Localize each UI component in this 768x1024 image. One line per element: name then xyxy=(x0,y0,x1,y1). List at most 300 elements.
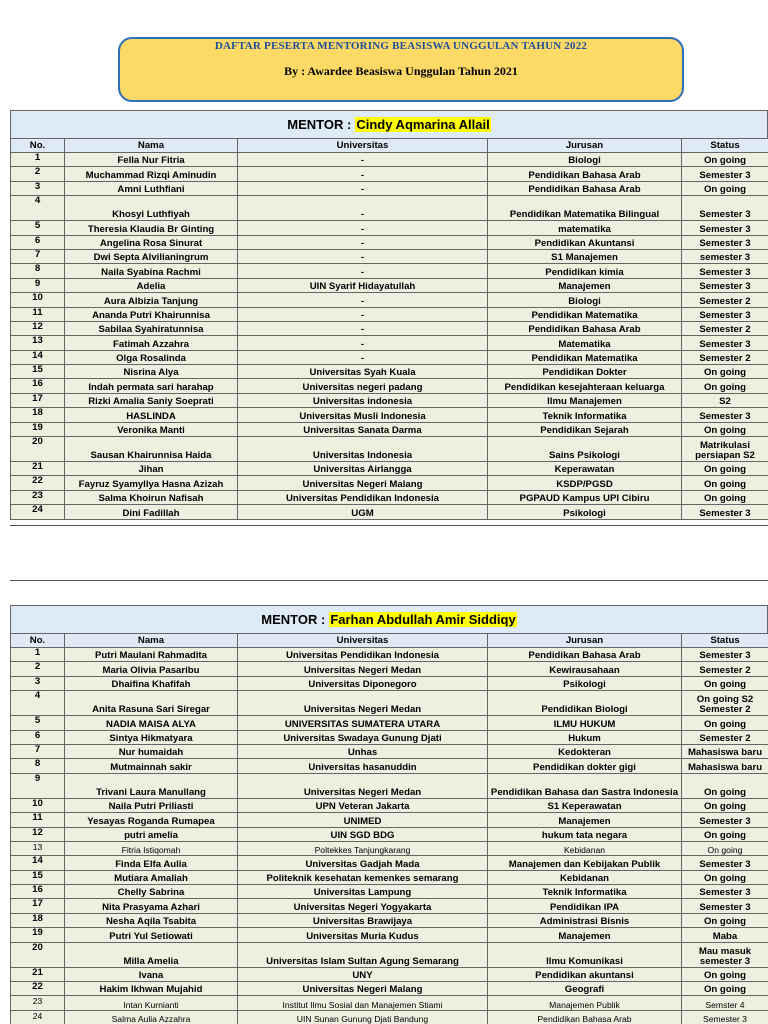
column-header-nama: Nama xyxy=(65,139,238,153)
cell-status: Semester 2 xyxy=(682,730,768,744)
cell-nama: NADIA MAISA ALYA xyxy=(65,716,238,730)
cell-nama: Putri Maulani Rahmadita xyxy=(65,648,238,662)
cell-status: Semester 3 xyxy=(682,885,768,899)
cell-universitas: UNY xyxy=(238,967,488,981)
cell-status: Semester 3 xyxy=(682,505,768,519)
cell-status: On going xyxy=(682,913,768,927)
column-header-no: No. xyxy=(11,139,65,153)
table-row xyxy=(11,798,768,812)
cell-status: On going xyxy=(682,422,768,436)
cell-no: 3 xyxy=(11,676,65,690)
table-row xyxy=(11,321,768,335)
cell-jurusan: S1 Keperawatan xyxy=(488,798,682,812)
cell-nama: Chelly Sabrina xyxy=(65,885,238,899)
cell-no: 13 xyxy=(11,841,65,855)
table-row xyxy=(11,759,768,773)
cell-nama: Putri Yul Setiowati xyxy=(65,928,238,942)
cell-nama: Sintya Hikmatyara xyxy=(65,730,238,744)
cell-no: 14 xyxy=(11,856,65,870)
column-header-universitas: Universitas xyxy=(238,634,488,648)
cell-universitas: Universitas Pendidikan Indonesia xyxy=(238,648,488,662)
table-row xyxy=(11,221,768,235)
cell-no: 21 xyxy=(11,967,65,981)
cell-nama: Nesha Aqila Tsabita xyxy=(65,913,238,927)
cell-status: On going xyxy=(682,870,768,884)
cell-jurusan: Psikologi xyxy=(488,505,682,519)
cell-no: 23 xyxy=(11,996,65,1010)
mentor-label: MENTOR : xyxy=(261,612,326,627)
banner-title: DAFTAR PESERTA MENTORING BEASISWA UNGGULAN TAHUN 2022 xyxy=(214,40,588,52)
cell-no: 15 xyxy=(11,365,65,379)
divider-line xyxy=(10,580,768,581)
cell-nama: Muchammad Rizqi Aminudin xyxy=(65,167,238,181)
cell-status: Semester 3 xyxy=(682,1010,768,1024)
cell-jurusan: Psikologi xyxy=(488,676,682,690)
cell-universitas: UIN Syarif Hidayatullah xyxy=(238,278,488,292)
cell-status: On going xyxy=(682,841,768,855)
cell-jurusan: Manajemen Publik xyxy=(488,996,682,1010)
cell-status: Semester 3 xyxy=(682,408,768,422)
table-row xyxy=(11,437,768,462)
cell-universitas: - xyxy=(238,249,488,263)
cell-no: 1 xyxy=(11,153,65,167)
cell-no: 5 xyxy=(11,716,65,730)
cell-status: Semester 2 xyxy=(682,662,768,676)
cell-no: 11 xyxy=(11,813,65,827)
table-row xyxy=(11,153,768,167)
cell-nama: Naila Putri Priliasti xyxy=(65,798,238,812)
cell-nama: Anita Rasuna Sari Siregar xyxy=(65,691,238,716)
cell-no: 24 xyxy=(11,1010,65,1024)
cell-universitas: - xyxy=(238,293,488,307)
cell-universitas: Universitas indonesia xyxy=(238,393,488,407)
cell-nama: Hakim Ikhwan Mujahid xyxy=(65,982,238,996)
cell-universitas: UNIVERSITAS SUMATERA UTARA xyxy=(238,716,488,730)
cell-universitas: UIN SGD BDG xyxy=(238,827,488,841)
table-row xyxy=(11,928,768,942)
cell-status: Semester 3 xyxy=(682,336,768,350)
cell-universitas: Universitas Indonesia xyxy=(238,437,488,462)
cell-jurusan: Pendidikan Matematika Bilingual xyxy=(488,196,682,221)
cell-universitas: - xyxy=(238,235,488,249)
cell-status: On going S2 Semester 2 xyxy=(682,691,768,716)
cell-no: 8 xyxy=(11,759,65,773)
cell-jurusan: Manajemen dan Kebijakan Publik xyxy=(488,856,682,870)
cell-universitas: Universitas Sanata Darma xyxy=(238,422,488,436)
cell-status: On going xyxy=(682,676,768,690)
cell-universitas: Politeknik kesehatan kemenkes semarang xyxy=(238,870,488,884)
cell-nama: Aura Albizia Tanjung xyxy=(65,293,238,307)
cell-jurusan: ILMU HUKUM xyxy=(488,716,682,730)
cell-jurusan: Pendidikan Bahasa dan Sastra Indonesia xyxy=(488,773,682,798)
cell-nama: Finda Elfa Aulia xyxy=(65,856,238,870)
cell-universitas: - xyxy=(238,181,488,195)
cell-jurusan: Manajemen xyxy=(488,813,682,827)
cell-status: Semester 3 xyxy=(682,264,768,278)
cell-jurusan: Ilmu Manajemen xyxy=(488,393,682,407)
column-header-jurusan: Jurusan xyxy=(488,634,682,648)
cell-jurusan: Pendidikan akuntansi xyxy=(488,967,682,981)
cell-no: 7 xyxy=(11,249,65,263)
cell-status: On going xyxy=(682,967,768,981)
cell-jurusan: Pendidikan Bahasa Arab xyxy=(488,167,682,181)
cell-status: On going xyxy=(682,476,768,490)
cell-no: 9 xyxy=(11,278,65,292)
cell-jurusan: Pendidikan Bahasa Arab xyxy=(488,321,682,335)
table-header-row xyxy=(11,634,768,648)
cell-jurusan: Pendidikan Bahasa Arab xyxy=(488,648,682,662)
cell-nama: Dini Fadillah xyxy=(65,505,238,519)
table-row xyxy=(11,350,768,364)
cell-jurusan: Ilmu Komunikasi xyxy=(488,942,682,967)
cell-nama: Fatimah Azzahra xyxy=(65,336,238,350)
cell-status: On going xyxy=(682,716,768,730)
cell-jurusan: hukum tata negara xyxy=(488,827,682,841)
table-row xyxy=(11,913,768,927)
cell-no: 4 xyxy=(11,196,65,221)
cell-jurusan: Pendidikan Biologi xyxy=(488,691,682,716)
cell-jurusan: Kewirausahaan xyxy=(488,662,682,676)
cell-no: 8 xyxy=(11,264,65,278)
cell-status: Matrikulasi persiapan S2 xyxy=(682,437,768,462)
cell-no: 19 xyxy=(11,422,65,436)
cell-no: 9 xyxy=(11,773,65,798)
table-row xyxy=(11,476,768,490)
cell-nama: Mutmainnah sakir xyxy=(65,759,238,773)
cell-status: On going xyxy=(682,490,768,504)
cell-no: 17 xyxy=(11,393,65,407)
cell-status: On going xyxy=(682,181,768,195)
cell-no: 16 xyxy=(11,379,65,393)
cell-jurusan: Pendidikan Matematika xyxy=(488,350,682,364)
cell-status: Maba xyxy=(682,928,768,942)
cell-status: On going xyxy=(682,379,768,393)
cell-nama: Khosyi Luthfiyah xyxy=(65,196,238,221)
cell-universitas: Universitas Swadaya Gunung Djati xyxy=(238,730,488,744)
table-row xyxy=(11,870,768,884)
column-header-nama: Nama xyxy=(65,634,238,648)
cell-status: On going xyxy=(682,827,768,841)
cell-nama: Adelia xyxy=(65,278,238,292)
cell-universitas: Universitas Musli Indonesia xyxy=(238,408,488,422)
cell-universitas: - xyxy=(238,350,488,364)
cell-universitas: - xyxy=(238,264,488,278)
table-row xyxy=(11,307,768,321)
table-row xyxy=(11,996,768,1010)
cell-no: 12 xyxy=(11,321,65,335)
table-row xyxy=(11,899,768,913)
cell-universitas: Universitas Syah Kuala xyxy=(238,365,488,379)
cell-no: 17 xyxy=(11,899,65,913)
table-row xyxy=(11,422,768,436)
cell-jurusan: Pendidikan Sejarah xyxy=(488,422,682,436)
cell-no: 4 xyxy=(11,691,65,716)
cell-nama: Trivani Laura Manullang xyxy=(65,773,238,798)
cell-no: 6 xyxy=(11,235,65,249)
cell-jurusan: Keperawatan xyxy=(488,462,682,476)
table-row xyxy=(11,730,768,744)
cell-nama: Nita Prasyama Azhari xyxy=(65,899,238,913)
cell-nama: Sausan Khairunnisa Haida xyxy=(65,437,238,462)
cell-universitas: Universitas Islam Sultan Agung Semarang xyxy=(238,942,488,967)
column-header-universitas: Universitas xyxy=(238,139,488,153)
participant-table xyxy=(10,138,768,520)
table-row xyxy=(11,336,768,350)
table-row xyxy=(11,773,768,798)
cell-nama: Salma Khoirun Nafisah xyxy=(65,490,238,504)
cell-jurusan: KSDP/PGSD xyxy=(488,476,682,490)
cell-universitas: Universitas Brawijaya xyxy=(238,913,488,927)
mentor-header xyxy=(10,110,768,138)
cell-no: 22 xyxy=(11,982,65,996)
cell-no: 20 xyxy=(11,437,65,462)
cell-jurusan: Kedokteran xyxy=(488,744,682,758)
cell-universitas: Universitas Airlangga xyxy=(238,462,488,476)
cell-jurusan: Pendidikan kimia xyxy=(488,264,682,278)
cell-jurusan: Manajemen xyxy=(488,278,682,292)
cell-universitas: Universitas Lampung xyxy=(238,885,488,899)
cell-universitas: UIN Sunan Gunung Djati Bandung xyxy=(238,1010,488,1024)
cell-nama: Angelina Rosa Sinurat xyxy=(65,235,238,249)
table-row xyxy=(11,278,768,292)
cell-jurusan: Kebidanan xyxy=(488,841,682,855)
cell-status: Semester 3 xyxy=(682,899,768,913)
cell-no: 3 xyxy=(11,181,65,195)
cell-jurusan: Administrasi Bisnis xyxy=(488,913,682,927)
cell-nama: Yesayas Roganda Rumapea xyxy=(65,813,238,827)
cell-universitas: Universitas Muria Kudus xyxy=(238,928,488,942)
cell-nama: HASLINDA xyxy=(65,408,238,422)
cell-status: On going xyxy=(682,982,768,996)
cell-universitas: Universitas Negeri Malang xyxy=(238,476,488,490)
cell-nama: Jihan xyxy=(65,462,238,476)
cell-no: 7 xyxy=(11,744,65,758)
cell-universitas: Poltekkes Tanjungkarang xyxy=(238,841,488,855)
cell-jurusan: S1 Manajemen xyxy=(488,249,682,263)
cell-status: Semester 3 xyxy=(682,307,768,321)
cell-no: 22 xyxy=(11,476,65,490)
cell-nama: Maria Olivia Pasaribu xyxy=(65,662,238,676)
table-row xyxy=(11,462,768,476)
cell-nama: Milla Amelia xyxy=(65,942,238,967)
cell-universitas: Universitas Diponegoro xyxy=(238,676,488,690)
cell-jurusan: Geografi xyxy=(488,982,682,996)
cell-jurusan: matematika xyxy=(488,221,682,235)
cell-universitas: - xyxy=(238,153,488,167)
cell-nama: Ivana xyxy=(65,967,238,981)
cell-status: Semester 3 xyxy=(682,648,768,662)
cell-no: 20 xyxy=(11,942,65,967)
cell-status: semester 3 xyxy=(682,249,768,263)
cell-no: 18 xyxy=(11,913,65,927)
cell-nama: Fitria Istiqomah xyxy=(65,841,238,855)
cell-nama: Salma Aulia Azzahra xyxy=(65,1010,238,1024)
table-row xyxy=(11,841,768,855)
cell-jurusan: Manajemen xyxy=(488,928,682,942)
cell-jurusan: Matematika xyxy=(488,336,682,350)
table-row xyxy=(11,662,768,676)
cell-status: On going xyxy=(682,153,768,167)
mentor-name: Farhan Abdullah Amir Siddiqy xyxy=(330,612,516,627)
table-row xyxy=(11,676,768,690)
cell-status: Semester 3 xyxy=(682,813,768,827)
table-header-row xyxy=(11,139,768,153)
cell-nama: putri amelia xyxy=(65,827,238,841)
table-row xyxy=(11,505,768,519)
cell-status: Mahasiswa baru xyxy=(682,759,768,773)
cell-universitas: Universitas hasanuddin xyxy=(238,759,488,773)
table-row xyxy=(11,813,768,827)
cell-jurusan: Pendidikan Dokter xyxy=(488,365,682,379)
cell-nama: Naila Syabina Rachmi xyxy=(65,264,238,278)
cell-jurusan: Pendidikan Bahasa Arab xyxy=(488,1010,682,1024)
cell-nama: Fayruz Syamyllya Hasna Azizah xyxy=(65,476,238,490)
table-row xyxy=(11,856,768,870)
cell-status: Semester 3 xyxy=(682,221,768,235)
cell-jurusan: Pendidikan Akuntansi xyxy=(488,235,682,249)
table-row xyxy=(11,827,768,841)
cell-no: 5 xyxy=(11,221,65,235)
cell-status: Semester 2 xyxy=(682,293,768,307)
cell-status: On going xyxy=(682,798,768,812)
table-row xyxy=(11,249,768,263)
cell-no: 18 xyxy=(11,408,65,422)
cell-universitas: Universitas Gadjah Mada xyxy=(238,856,488,870)
mentor-label: MENTOR : xyxy=(287,117,352,132)
cell-universitas: Universitas Pendidikan Indonesia xyxy=(238,490,488,504)
cell-nama: Theresia Klaudia Br Ginting xyxy=(65,221,238,235)
cell-nama: Fella Nur Fitria xyxy=(65,153,238,167)
cell-no: 21 xyxy=(11,462,65,476)
cell-status: Semester 3 xyxy=(682,856,768,870)
column-header-no: No. xyxy=(11,634,65,648)
table-row xyxy=(11,1010,768,1024)
cell-status: Mau masuk semester 3 xyxy=(682,942,768,967)
cell-nama: Dwi Septa Alvilianingrum xyxy=(65,249,238,263)
table-row xyxy=(11,365,768,379)
mentor-group-1 xyxy=(10,110,768,520)
cell-jurusan: Pendidikan dokter gigi xyxy=(488,759,682,773)
mentor-group-2 xyxy=(10,605,768,1024)
cell-no: 10 xyxy=(11,293,65,307)
cell-universitas: - xyxy=(238,321,488,335)
cell-universitas: Universitas Negeri Medan xyxy=(238,773,488,798)
cell-universitas: - xyxy=(238,307,488,321)
cell-universitas: - xyxy=(238,196,488,221)
cell-no: 11 xyxy=(11,307,65,321)
cell-status: On going xyxy=(682,365,768,379)
cell-no: 2 xyxy=(11,167,65,181)
cell-universitas: Universitas Negeri Malang xyxy=(238,982,488,996)
cell-no: 1 xyxy=(11,648,65,662)
cell-status: S2 xyxy=(682,393,768,407)
cell-universitas: Universitas Negeri Medan xyxy=(238,691,488,716)
cell-no: 13 xyxy=(11,336,65,350)
column-header-status: Status xyxy=(682,139,768,153)
table-row xyxy=(11,982,768,996)
cell-universitas: UPN Veteran Jakarta xyxy=(238,798,488,812)
cell-nama: Dhaifina Khafifah xyxy=(65,676,238,690)
cell-jurusan: Pendidikan kesejahteraan keluarga xyxy=(488,379,682,393)
table-row xyxy=(11,393,768,407)
cell-universitas: - xyxy=(238,167,488,181)
cell-nama: Veronika Manti xyxy=(65,422,238,436)
cell-status: Semester 3 xyxy=(682,167,768,181)
cell-no: 16 xyxy=(11,885,65,899)
mentor-name: Cindy Aqmarina Allail xyxy=(356,117,490,132)
cell-nama: Ananda Putri Khairunnisa xyxy=(65,307,238,321)
mentor-header xyxy=(10,605,768,633)
cell-status: Semester 2 xyxy=(682,350,768,364)
cell-status: Semester 3 xyxy=(682,235,768,249)
cell-jurusan: Sains Psikologi xyxy=(488,437,682,462)
table-row xyxy=(11,490,768,504)
column-header-status: Status xyxy=(682,634,768,648)
cell-jurusan: Pendidikan Matematika xyxy=(488,307,682,321)
table-row xyxy=(11,716,768,730)
cell-jurusan: Kebidanan xyxy=(488,870,682,884)
cell-universitas: Universitas Negeri Medan xyxy=(238,662,488,676)
title-banner xyxy=(118,37,684,102)
cell-no: 14 xyxy=(11,350,65,364)
column-header-jurusan: Jurusan xyxy=(488,139,682,153)
table-row xyxy=(11,691,768,716)
cell-universitas: UNIMED xyxy=(238,813,488,827)
cell-nama: Rizki Amalia Saniy Soeprati xyxy=(65,393,238,407)
divider-line xyxy=(10,525,768,526)
cell-nama: Indah permata sari harahap xyxy=(65,379,238,393)
table-row xyxy=(11,744,768,758)
cell-universitas: UGM xyxy=(238,505,488,519)
cell-universitas: Institut Ilmu Sosial dan Manajemen Stiami xyxy=(238,996,488,1010)
cell-nama: Intan Kurnianti xyxy=(65,996,238,1010)
cell-nama: Sabilaa Syahiratunnisa xyxy=(65,321,238,335)
cell-no: 2 xyxy=(11,662,65,676)
cell-no: 19 xyxy=(11,928,65,942)
table-row xyxy=(11,293,768,307)
cell-nama: Nur humaidah xyxy=(65,744,238,758)
table-row xyxy=(11,408,768,422)
cell-jurusan: PGPAUD Kampus UPI Cibiru xyxy=(488,490,682,504)
cell-status: Mahasiswa baru xyxy=(682,744,768,758)
cell-nama: Olga Rosalinda xyxy=(65,350,238,364)
table-row xyxy=(11,181,768,195)
table-row xyxy=(11,167,768,181)
participant-table xyxy=(10,633,768,1024)
cell-nama: Nisrina Alya xyxy=(65,365,238,379)
table-row xyxy=(11,196,768,221)
table-row xyxy=(11,648,768,662)
cell-universitas: - xyxy=(238,336,488,350)
cell-no: 6 xyxy=(11,730,65,744)
cell-universitas: - xyxy=(238,221,488,235)
cell-universitas: Unhas xyxy=(238,744,488,758)
cell-universitas: Universitas negeri padang xyxy=(238,379,488,393)
cell-jurusan: Teknik Informatika xyxy=(488,885,682,899)
cell-jurusan: Teknik Informatika xyxy=(488,408,682,422)
table-row xyxy=(11,264,768,278)
cell-no: 15 xyxy=(11,870,65,884)
banner-subtitle: By : Awardee Beasiswa Unggulan Tahun 2021 xyxy=(284,64,518,78)
table-row xyxy=(11,235,768,249)
cell-jurusan: Hukum xyxy=(488,730,682,744)
cell-status: Semester 2 xyxy=(682,321,768,335)
cell-no: 10 xyxy=(11,798,65,812)
cell-status: On going xyxy=(682,462,768,476)
cell-nama: Mutiara Amaliah xyxy=(65,870,238,884)
table-row xyxy=(11,967,768,981)
cell-jurusan: Biologi xyxy=(488,153,682,167)
